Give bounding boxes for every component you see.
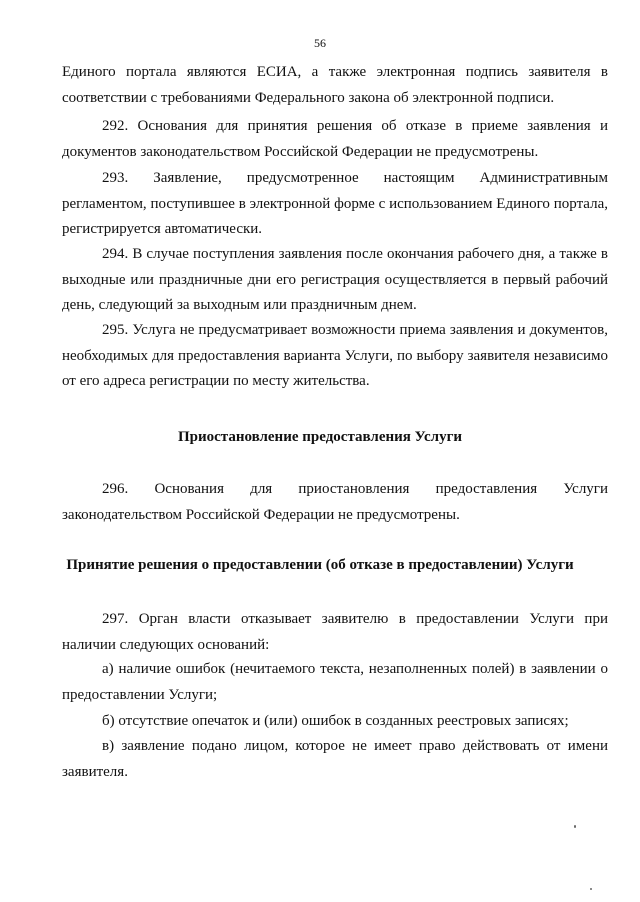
paragraph-297: 297. Орган власти отказывает заявителю в предоставлении Услуги при наличии следующих оснований: [62, 611, 608, 653]
scan-speck [590, 888, 592, 890]
paragraph-297-a: а) наличие ошибок (нечитаемого текста, незаполненных полей) в заявлении о предоставлении Услуги; [62, 661, 608, 703]
section-heading-suspension: Приостановление предоставления Услуги [177, 429, 463, 445]
paragraph-292: 292. Основания для принятия решения об отказе в приеме заявления и документов законодательством Российской Федерации не предусмотрены. [62, 118, 608, 160]
paragraph-293: 293. Заявление, предусмотренное настоящим Административным регламентом, поступившее в электронной форме с использованием Единого портала, регистрируется автоматически. [62, 170, 608, 237]
scan-speck [574, 825, 576, 828]
paragraph-295: 295. Услуга не предусматривает возможности приема заявления и документов, необходимых для предоставления варианта Услуги, по выбору заявителя независимо от его адреса регистрации по месту жительства. [62, 322, 608, 389]
paragraph-294: 294. В случае поступления заявления после окончания рабочего дня, а также в выходные или праздничные дни его регистрация осуществляется в первый рабочий день, следующий за выходным или праздничным днем. [62, 246, 608, 313]
paragraph-297-b: б) отсутствие опечаток и (или) ошибок в созданных реестровых записях; [102, 713, 569, 729]
section-heading-decision: Принятие решения о предоставлении (об отказе в предоставлении) Услуги [66, 557, 574, 573]
paragraph-296: 296. Основания для приостановления предоставления Услуги законодательством Российской Федерации не предусмотрены. [62, 481, 608, 523]
paragraph-297-c: в) заявление подано лицом, которое не имеет право действовать от имени заявителя. [62, 738, 608, 780]
paragraph-continuation: Единого портала являются ЕСИА, а также электронная подпись заявителя в соответствии с требованиями Федерального закона об электронной подписи. [62, 64, 608, 106]
page-number: 56 [314, 36, 326, 50]
